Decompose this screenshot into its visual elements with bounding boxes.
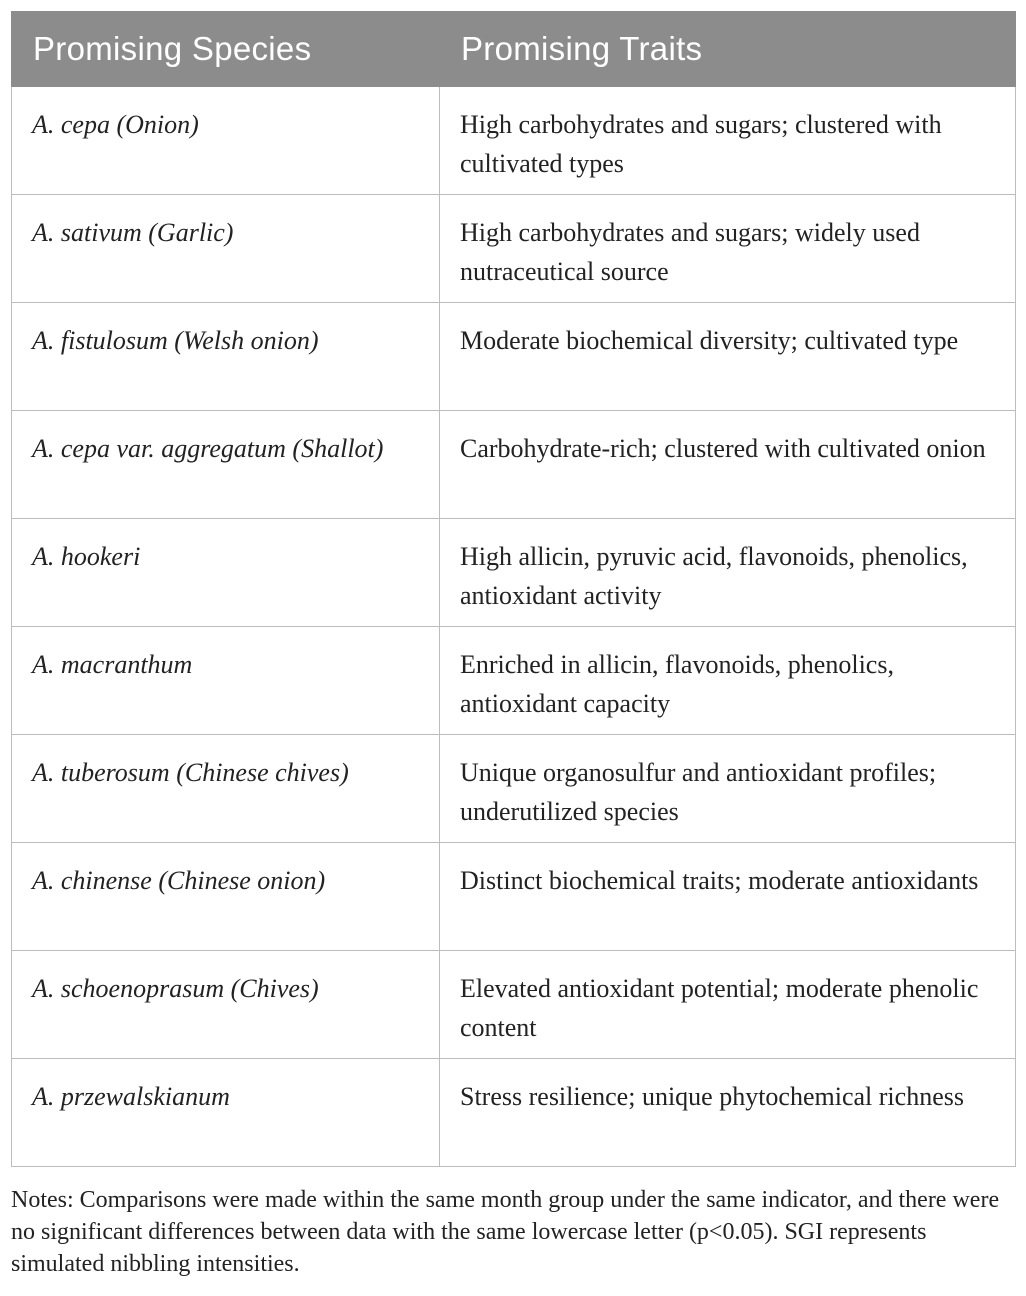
- traits-cell: Stress resilience; unique phytochemical richness: [440, 1059, 1016, 1167]
- species-cell: A. schoenoprasum (Chives): [12, 951, 440, 1059]
- species-cell: A. macranthum: [12, 627, 440, 735]
- header-species: Promising Species: [12, 12, 440, 87]
- table-row: [12, 627, 1016, 735]
- traits-cell: Moderate biochemical diversity; cultivated type: [440, 303, 1016, 411]
- species-traits-table: [11, 11, 1016, 1167]
- traits-cell: Unique organosulfur and antioxidant profiles; underutilized species: [440, 735, 1016, 843]
- species-cell: A. chinense (Chinese onion): [12, 843, 440, 951]
- traits-cell: Carbohydrate-rich; clustered with cultivated onion: [440, 411, 1016, 519]
- species-cell: A. fistulosum (Welsh onion): [12, 303, 440, 411]
- table-header: [12, 12, 1016, 87]
- table-row: [12, 843, 1016, 951]
- header-traits: Promising Traits: [440, 12, 1016, 87]
- species-cell: A. cepa var. aggregatum (Shallot): [12, 411, 440, 519]
- header-row: [12, 12, 1016, 87]
- table-row: [12, 87, 1016, 195]
- table-row: [12, 411, 1016, 519]
- table-row: [12, 951, 1016, 1059]
- species-traits-table-container: [11, 11, 1015, 1167]
- traits-cell: High carbohydrates and sugars; widely used nutraceutical source: [440, 195, 1016, 303]
- species-cell: A. cepa (Onion): [12, 87, 440, 195]
- table-notes: Notes: Comparisons were made within the same month group under the same indicator, and there were no significant differences between data with the same lowercase letter (p<0.05). SGI represents simulated nibbling intensities.: [11, 1187, 1000, 1277]
- traits-cell: Distinct biochemical traits; moderate antioxidants: [440, 843, 1016, 951]
- table-row: [12, 519, 1016, 627]
- species-cell: A. sativum (Garlic): [12, 195, 440, 303]
- species-cell: A. hookeri: [12, 519, 440, 627]
- traits-cell: Enriched in allicin, flavonoids, phenolics, antioxidant capacity: [440, 627, 1016, 735]
- traits-cell: High carbohydrates and sugars; clustered with cultivated types: [440, 87, 1016, 195]
- traits-cell: Elevated antioxidant potential; moderate phenolic content: [440, 951, 1016, 1059]
- table-row: [12, 1059, 1016, 1167]
- species-cell: A. tuberosum (Chinese chives): [12, 735, 440, 843]
- table-body: [12, 87, 1016, 1167]
- traits-cell: High allicin, pyruvic acid, flavonoids, phenolics, antioxidant activity: [440, 519, 1016, 627]
- table-row: [12, 735, 1016, 843]
- species-cell: A. przewalskianum: [12, 1059, 440, 1167]
- table-row: [12, 303, 1016, 411]
- table-row: [12, 195, 1016, 303]
